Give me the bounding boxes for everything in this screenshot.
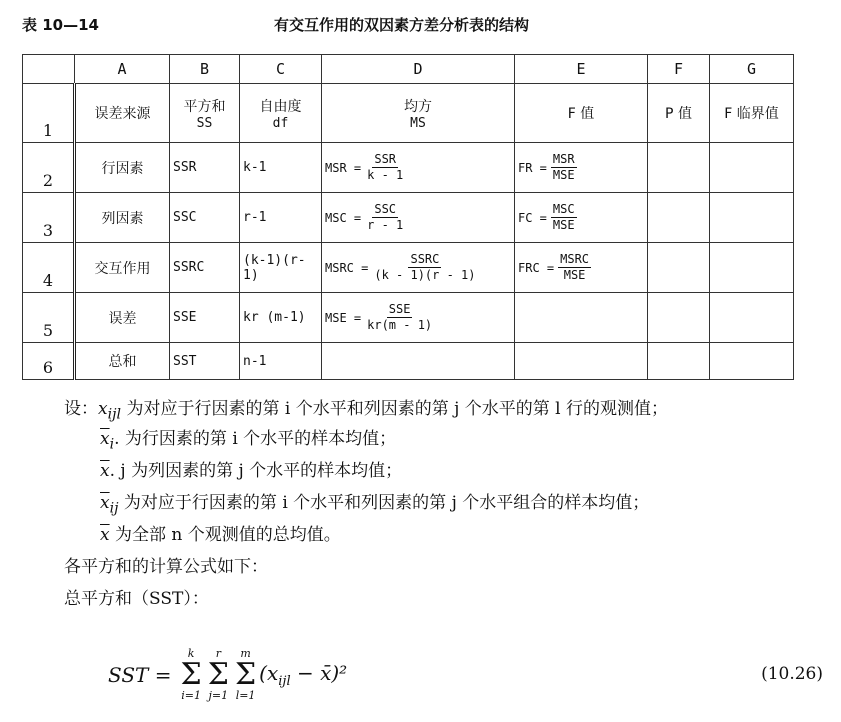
col-letter: F [648, 55, 710, 84]
ss-cell: SSR [170, 143, 240, 193]
source-cell: 列因素 [75, 193, 170, 243]
col-letter: D [322, 55, 515, 84]
p-cell [648, 143, 710, 193]
note-line-3: $\overline{x}$. j 为列因素的第 j 个水平的样本均值； [100, 461, 403, 481]
formula-term: ($x_{ijl}$ − x̄)² [259, 661, 348, 689]
column-letter-row [23, 55, 794, 84]
equation-number: (10.26) [761, 664, 823, 684]
f-cell: FR = $\frac{\text{MSR}}{\text{MSE}}$ [515, 143, 648, 193]
p-cell [648, 293, 710, 343]
note-line-7: 总平方和（SST）： [64, 589, 209, 609]
source-cell: 总和 [75, 343, 170, 380]
table-row [23, 84, 794, 143]
source-cell: 误差 [75, 293, 170, 343]
ms-cell: MSC = $\frac{\text{SSC}}{r - 1}$ [322, 193, 515, 243]
table-row [23, 243, 794, 293]
source-cell: 交互作用 [75, 243, 170, 293]
table-row [23, 293, 794, 343]
ms-cell: MSRC = $\frac{\text{SSRC}}{(k - 1)(r - 1)}$ [322, 243, 515, 293]
col-letter: G [710, 55, 794, 84]
note-line-6: 各平方和的计算公式如下： [64, 557, 268, 577]
header-ms: 均方 MS [322, 84, 515, 143]
f-cell: FRC = $\frac{\text{MSRC}}{\text{MSE}}$ [515, 243, 648, 293]
ms-cell: MSE = $\frac{\text{SSE}}{kr(m - 1)}$ [322, 293, 515, 343]
ss-cell: SSRC [170, 243, 240, 293]
p-cell [648, 343, 710, 380]
note-line-1: 设：$x_{ijl}$ 为对应于行因素的第 i 个水平和列因素的第 j 个水平的第 l 行的观测值； [64, 399, 669, 423]
row-number: 3 [23, 193, 75, 243]
header-df: 自由度 df [240, 84, 322, 143]
note-line-4: $\overline{x}_{ij}$ 为对应于行因素的第 i 个水平和列因素的第 j 个水平组合的样本均值； [100, 493, 650, 517]
col-letter: B [170, 55, 240, 84]
f-cell [515, 343, 648, 380]
table-title: 有交互作用的双因素方差分析表的结构 [274, 16, 530, 34]
f-crit-cell [710, 293, 794, 343]
row-number: 2 [23, 143, 75, 193]
p-cell [648, 243, 710, 293]
sum-i: k Σ i=1 [180, 647, 202, 702]
df-cell: (k-1)(r-1) [240, 243, 322, 293]
f-crit-cell [710, 343, 794, 380]
f-cell [515, 293, 648, 343]
f-cell: FC = $\frac{\text{MSC}}{\text{MSE}}$ [515, 193, 648, 243]
sum-l: m Σ l=1 [234, 647, 257, 702]
ms-cell [322, 343, 515, 380]
row-number: 6 [23, 343, 75, 380]
header-f: F 值 [515, 84, 648, 143]
f-crit-cell [710, 143, 794, 193]
header-source: 误差来源 [75, 84, 170, 143]
corner-cell [23, 55, 75, 84]
col-letter: A [75, 55, 170, 84]
ms-cell: MSR = $\frac{\text{SSR}}{k - 1}$ [322, 143, 515, 193]
header-f-crit: F 临界值 [710, 84, 794, 143]
row-number: 1 [23, 84, 75, 143]
sum-j: r Σ j=1 [207, 647, 229, 702]
ss-cell: SST [170, 343, 240, 380]
df-cell: k-1 [240, 143, 322, 193]
header-ss: 平方和 SS [170, 84, 240, 143]
note-line-2: $\overline{x}_i$. 为行因素的第 i 个水平的样本均值； [100, 429, 397, 453]
source-cell: 行因素 [75, 143, 170, 193]
table-row [23, 343, 794, 380]
df-cell: n-1 [240, 343, 322, 380]
row-number: 5 [23, 293, 75, 343]
col-letter: C [240, 55, 322, 84]
df-cell: r-1 [240, 193, 322, 243]
p-cell [648, 193, 710, 243]
anova-table [22, 54, 794, 380]
table-row [23, 143, 794, 193]
note-line-5: $\overline{x}$ 为全部 n 个观测值的总均值。 [100, 525, 341, 545]
ss-cell: SSC [170, 193, 240, 243]
col-letter: E [515, 55, 648, 84]
table-row [23, 193, 794, 243]
f-crit-cell [710, 243, 794, 293]
ss-cell: SSE [170, 293, 240, 343]
df-cell: kr (m-1) [240, 293, 322, 343]
row-number: 4 [23, 243, 75, 293]
f-crit-cell [710, 193, 794, 243]
formula-lhs: SST = [108, 663, 172, 687]
sst-formula [108, 640, 347, 710]
table-label: 表 10—14 [22, 16, 99, 34]
header-p: P 值 [648, 84, 710, 143]
